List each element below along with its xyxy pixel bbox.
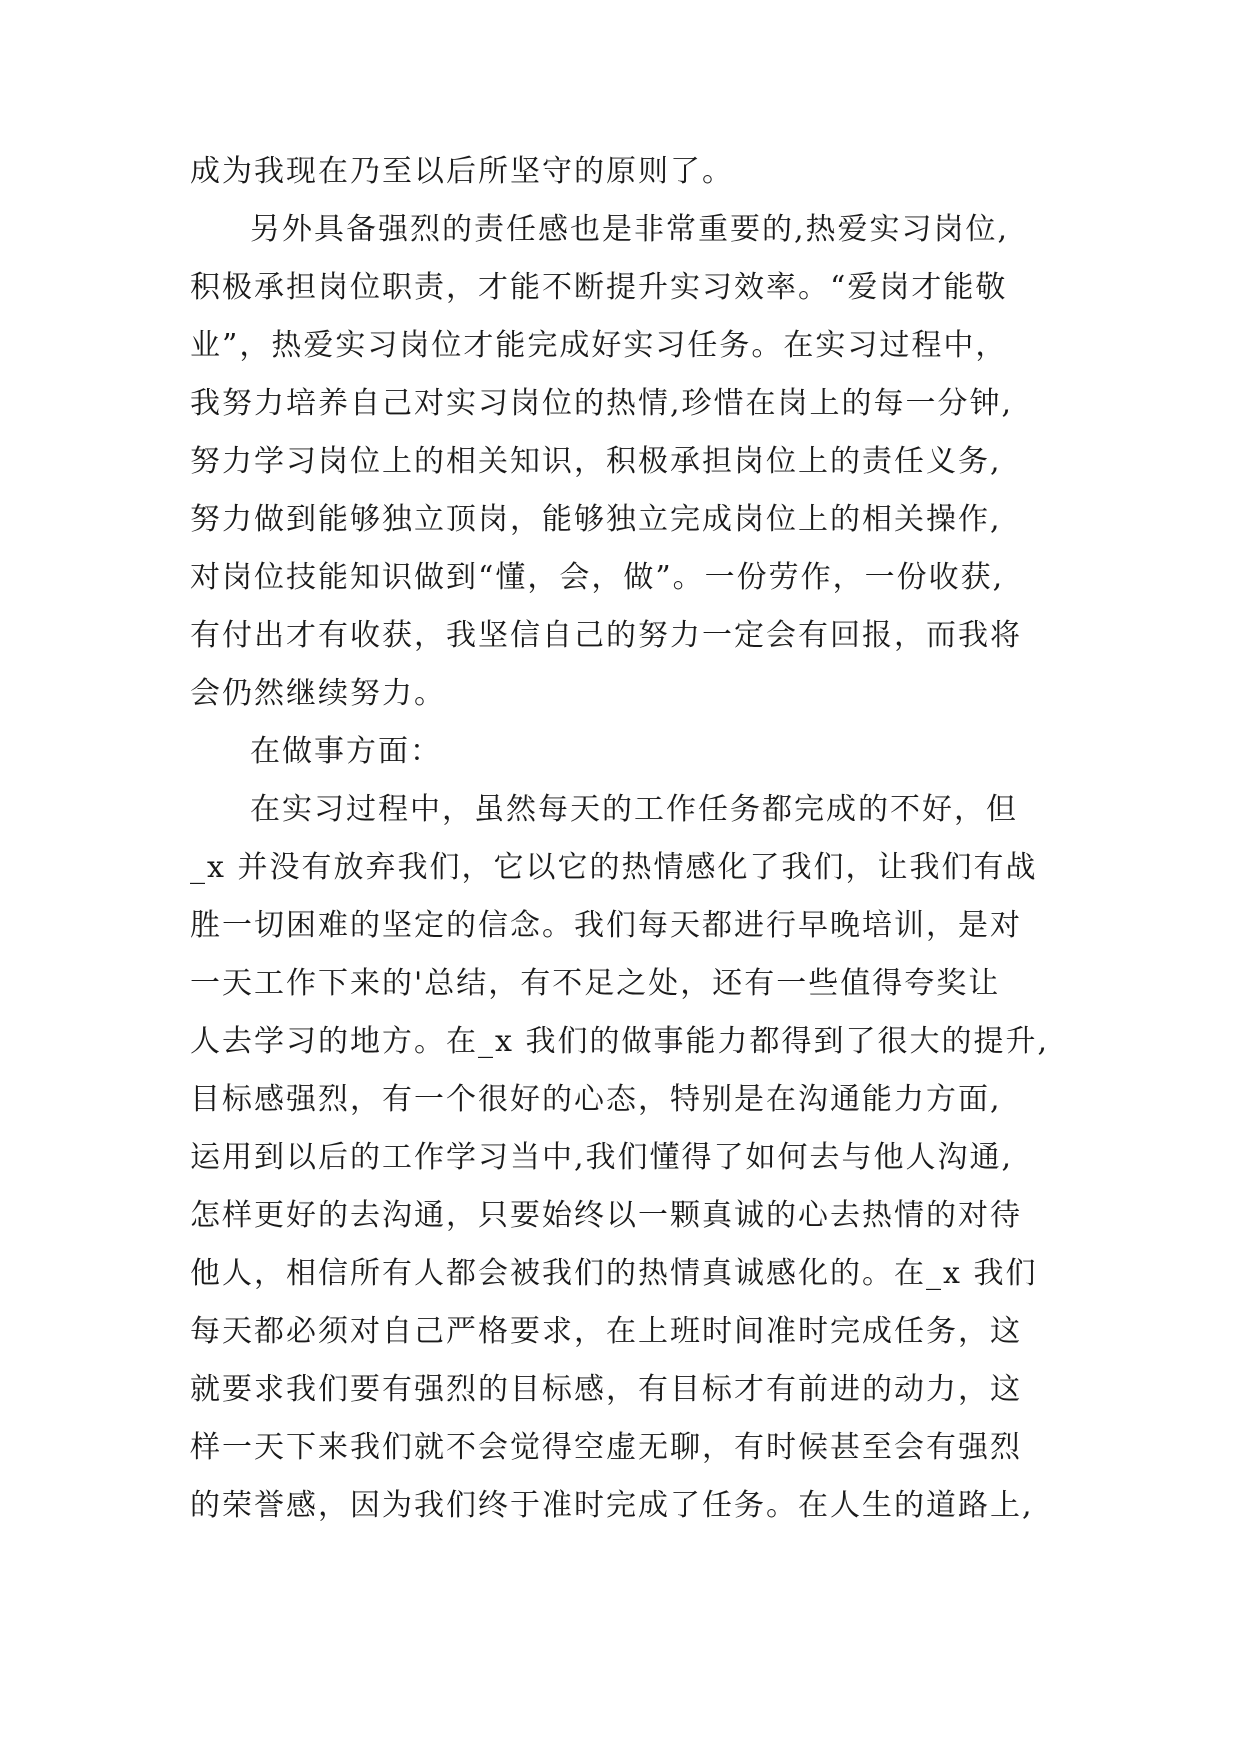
text-line: 成为我现在乃至以后所坚守的原则了。 bbox=[190, 154, 734, 189]
paragraph-first-line: 另外具备强烈的责任感也是非常重要的,热爱实习岗位, bbox=[250, 212, 1010, 247]
text-line: 努力做到能够独立顶岗，能够独立完成岗位上的相关操作, bbox=[190, 502, 1002, 537]
text-line: 有付出才有收获，我坚信自己的努力一定会有回报，而我将 bbox=[190, 618, 1022, 653]
text-line: 积极承担岗位职责，才能不断提升实习效率。“爱岗才能敬 bbox=[190, 270, 1008, 305]
text-line: 目标感强烈，有一个很好的心态，特别是在沟通能力方面, bbox=[190, 1082, 1002, 1117]
text-line: 就要求我们要有强烈的目标感，有目标才有前进的动力，这 bbox=[190, 1372, 1022, 1407]
text-line: 一天工作下来的'总结，有不足之处，还有一些值得夸奖让 bbox=[190, 966, 1001, 1001]
text-line: 他人，相信所有人都会被我们的热情真诚感化的。在_x 我们 bbox=[190, 1256, 1038, 1291]
text-line: 业”，热爱实习岗位才能完成好实习任务。在实习过程中， bbox=[190, 328, 1008, 363]
text-line: 会仍然继续努力。 bbox=[190, 676, 446, 711]
text-line: 胜一切困难的坚定的信念。我们每天都进行早晚培训，是对 bbox=[190, 908, 1022, 943]
text-line: 我努力培养自己对实习岗位的热情,珍惜在岗上的每一分钟, bbox=[190, 386, 1014, 421]
text-line: 的荣誉感，因为我们终于准时完成了任务。在人生的道路上, bbox=[190, 1488, 1034, 1523]
text-line: _x 并没有放弃我们，它以它的热情感化了我们，让我们有战 bbox=[190, 850, 1038, 885]
text-line: 对岗位技能知识做到“懂，会，做”。一份劳作，一份收获, bbox=[190, 560, 1005, 595]
text-line: 样一天下来我们就不会觉得空虚无聊，有时候甚至会有强烈 bbox=[190, 1430, 1022, 1465]
text-line: 怎样更好的去沟通，只要始终以一颗真诚的心去热情的对待 bbox=[190, 1198, 1022, 1233]
text-line: 人去学习的地方。在_x 我们的做事能力都得到了很大的提升, bbox=[190, 1024, 1049, 1059]
paragraph-first-line: 在实习过程中，虽然每天的工作任务都完成的不好，但 bbox=[250, 792, 1018, 827]
section-heading: 在做事方面： bbox=[250, 734, 442, 769]
text-line: 运用到以后的工作学习当中,我们懂得了如何去与他人沟通, bbox=[190, 1140, 1014, 1175]
text-line: 每天都必须对自己严格要求，在上班时间准时完成任务，这 bbox=[190, 1314, 1022, 1349]
text-line: 努力学习岗位上的相关知识，积极承担岗位上的责任义务, bbox=[190, 444, 1002, 479]
